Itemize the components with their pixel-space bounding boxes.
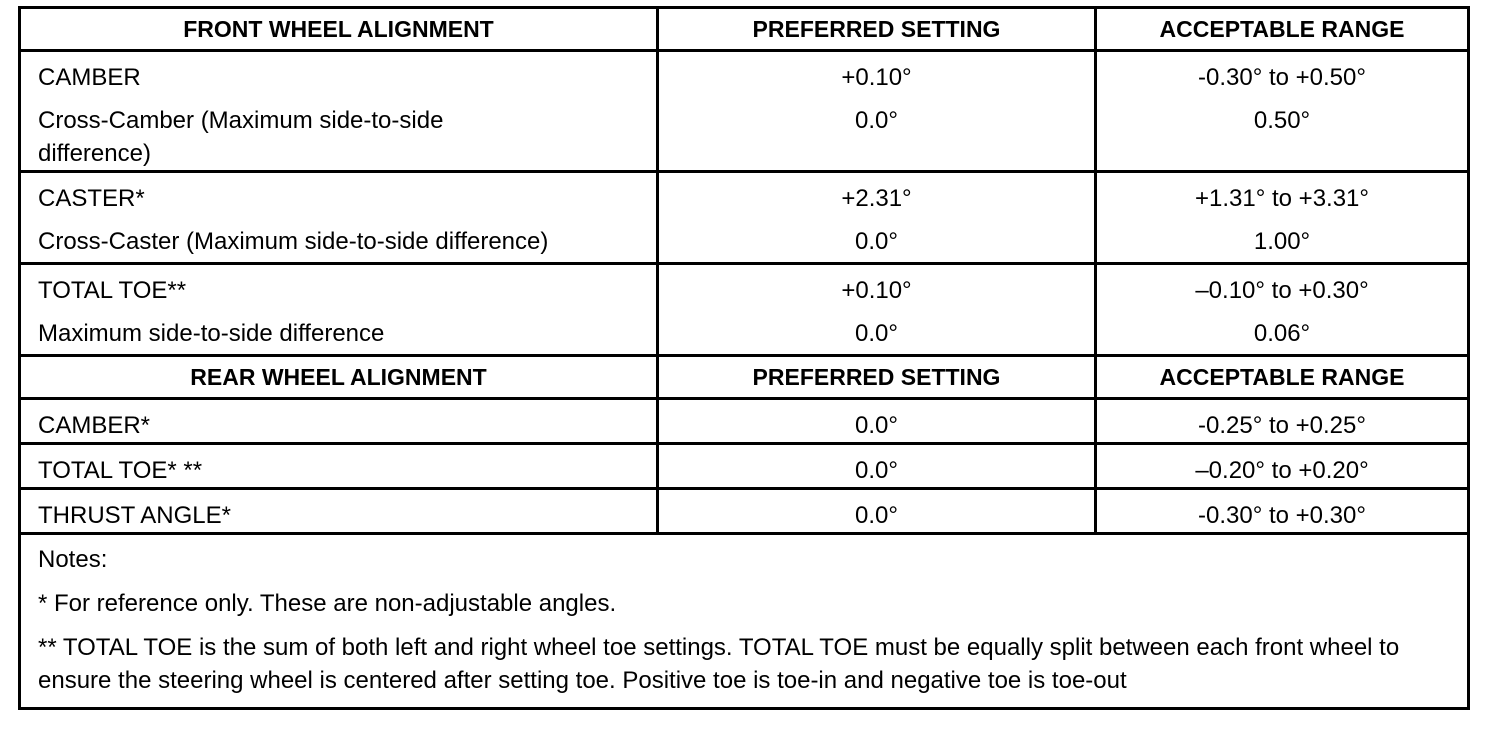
row-preferred: 0.0°	[658, 94, 1096, 172]
table-row	[20, 264, 1469, 308]
row-preferred: 0.0°	[658, 215, 1096, 264]
row-label: THRUST ANGLE*	[20, 489, 658, 534]
rear-header-row	[20, 356, 1469, 399]
row-preferred: 0.0°	[658, 399, 1096, 444]
row-label: Cross-Camber (Maximum side-to-side difference)	[20, 94, 658, 172]
wheel-alignment-spec-table	[18, 6, 1470, 710]
row-range: +1.31° to +3.31°	[1096, 172, 1469, 216]
table-row	[20, 215, 1469, 264]
row-preferred: 0.0°	[658, 307, 1096, 356]
front-header-title: FRONT WHEEL ALIGNMENT	[20, 8, 658, 51]
row-range: -0.25° to +0.25°	[1096, 399, 1469, 444]
row-preferred: +0.10°	[658, 51, 1096, 95]
table-row	[20, 444, 1469, 489]
rear-header-title: REAR WHEEL ALIGNMENT	[20, 356, 658, 399]
rear-header-range: ACCEPTABLE RANGE	[1096, 356, 1469, 399]
row-label: Cross-Caster (Maximum side-to-side difference)	[20, 215, 658, 264]
row-preferred: 0.0°	[658, 489, 1096, 534]
row-range: 0.50°	[1096, 94, 1469, 172]
notes-title: Notes:	[38, 546, 108, 573]
front-header-row	[20, 8, 1469, 51]
row-range: 1.00°	[1096, 215, 1469, 264]
row-label: CAMBER*	[20, 399, 658, 444]
row-label: Maximum side-to-side difference	[20, 307, 658, 356]
row-range: –0.10° to +0.30°	[1096, 264, 1469, 308]
table-row	[20, 94, 1469, 172]
table-row	[20, 489, 1469, 534]
table-row	[20, 172, 1469, 216]
row-label: TOTAL TOE* **	[20, 444, 658, 489]
notes-section	[20, 534, 1469, 709]
note-item: * For reference only. These are non-adjustable angles.	[38, 590, 617, 617]
row-label: CAMBER	[20, 51, 658, 95]
row-label: CASTER*	[20, 172, 658, 216]
table-row	[20, 307, 1469, 356]
row-range: 0.06°	[1096, 307, 1469, 356]
rear-header-preferred: PREFERRED SETTING	[658, 356, 1096, 399]
row-label: TOTAL TOE**	[20, 264, 658, 308]
front-header-range: ACCEPTABLE RANGE	[1096, 8, 1469, 51]
row-range: –0.20° to +0.20°	[1096, 444, 1469, 489]
notes-row	[20, 534, 1469, 709]
row-range: -0.30° to +0.30°	[1096, 489, 1469, 534]
row-range: -0.30° to +0.50°	[1096, 51, 1469, 95]
table-row	[20, 51, 1469, 95]
row-preferred: +2.31°	[658, 172, 1096, 216]
row-preferred: +0.10°	[658, 264, 1096, 308]
table-row	[20, 399, 1469, 444]
front-header-preferred: PREFERRED SETTING	[658, 8, 1096, 51]
note-item: ** TOTAL TOE is the sum of both left and right wheel toe settings. TOTAL TOE must be equally split between each front wheel to ensure the steering wheel is centered after setting toe. Positive toe is toe-in and negative toe is toe-out	[38, 634, 1400, 694]
row-preferred: 0.0°	[658, 444, 1096, 489]
